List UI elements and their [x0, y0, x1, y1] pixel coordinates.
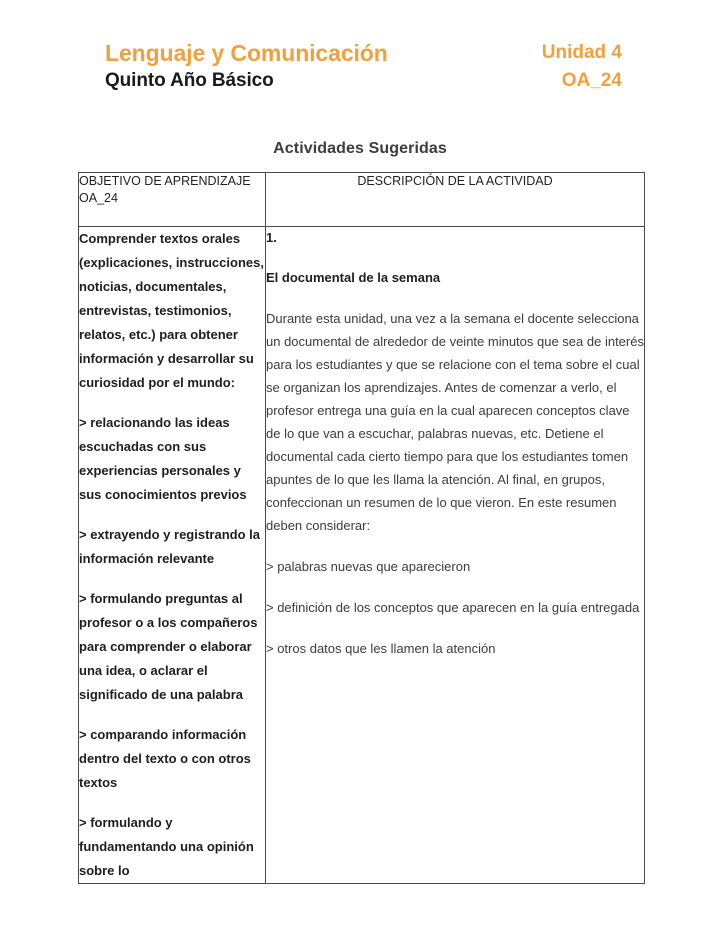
activity-paragraph: Durante esta unidad, una vez a la semana el docente selecciona un documental de alrededor de veinte minutos que sea de interés para los estudiantes y que se relacione con el tema sobre el cual se organizan los aprendizajes. Antes de comenzar a verlo, el profesor entrega una guía en la cual aparecen conceptos clave de lo que van a escuchar, palabras nuevas, etc. Detiene el documental cada cierto tiempo para que los estudiantes tomen apuntes de lo que les llama la atención. Al final, en grupos, confeccionan un resumen de lo que vieron. En este resumen deben considerar:	[266, 311, 644, 533]
column-header-objetivo: OBJETIVO DE APRENDIZAJE OA_24	[79, 173, 266, 227]
learning-objective-code: OA_24	[561, 70, 622, 91]
subject-title: Lenguaje y Comunicación	[105, 40, 388, 66]
activity-bullet: > otros datos que les llamen la atención	[266, 641, 496, 656]
objetivo-block: > formulando preguntas al profesor o a los compañeros para comprender o elaborar una idea, o aclarar el significado de una palabra	[79, 591, 258, 702]
objetivo-block: Comprender textos orales (explicaciones, instrucciones, noticias, documentales, entrevistas, testimonios, relatos, etc.) para obtener información y desarrollar su curiosidad por el mundo:	[79, 231, 264, 390]
cell-descripcion-actividad	[266, 227, 645, 884]
column-header-descripcion: DESCRIPCIÓN DE LA ACTIVIDAD	[266, 173, 645, 227]
cell-objetivo-aprendizaje	[79, 227, 266, 884]
table-header-row	[79, 173, 645, 227]
table-header	[79, 173, 645, 227]
masthead-right-group	[542, 38, 622, 94]
objetivo-block: > formulando y fundamentando una opinión sobre lo	[79, 815, 254, 878]
table-body	[79, 227, 645, 884]
activity-bullet: > definición de los conceptos que aparecen en la guía entregada	[266, 600, 640, 615]
masthead-left-group	[105, 38, 388, 94]
objetivo-block: > comparando información dentro del texto o con otros textos	[79, 727, 251, 790]
suggested-activities-table	[78, 172, 645, 884]
document-masthead	[0, 38, 720, 100]
objetivo-block: > relacionando las ideas escuchadas con sus experiencias personales y sus conocimientos previos	[79, 415, 247, 502]
objetivo-block: > extrayendo y registrando la información relevante	[79, 527, 260, 566]
unit-label: Unidad 4	[541, 42, 622, 63]
section-heading: Actividades Sugeridas	[273, 140, 447, 157]
activity-bullet: > palabras nuevas que aparecieron	[266, 559, 471, 574]
table-row	[79, 227, 645, 884]
grade-level-title: Quinto Año Básico	[105, 70, 274, 91]
activity-title: El documental de la semana	[266, 270, 441, 285]
activity-number: 1.	[266, 230, 277, 245]
